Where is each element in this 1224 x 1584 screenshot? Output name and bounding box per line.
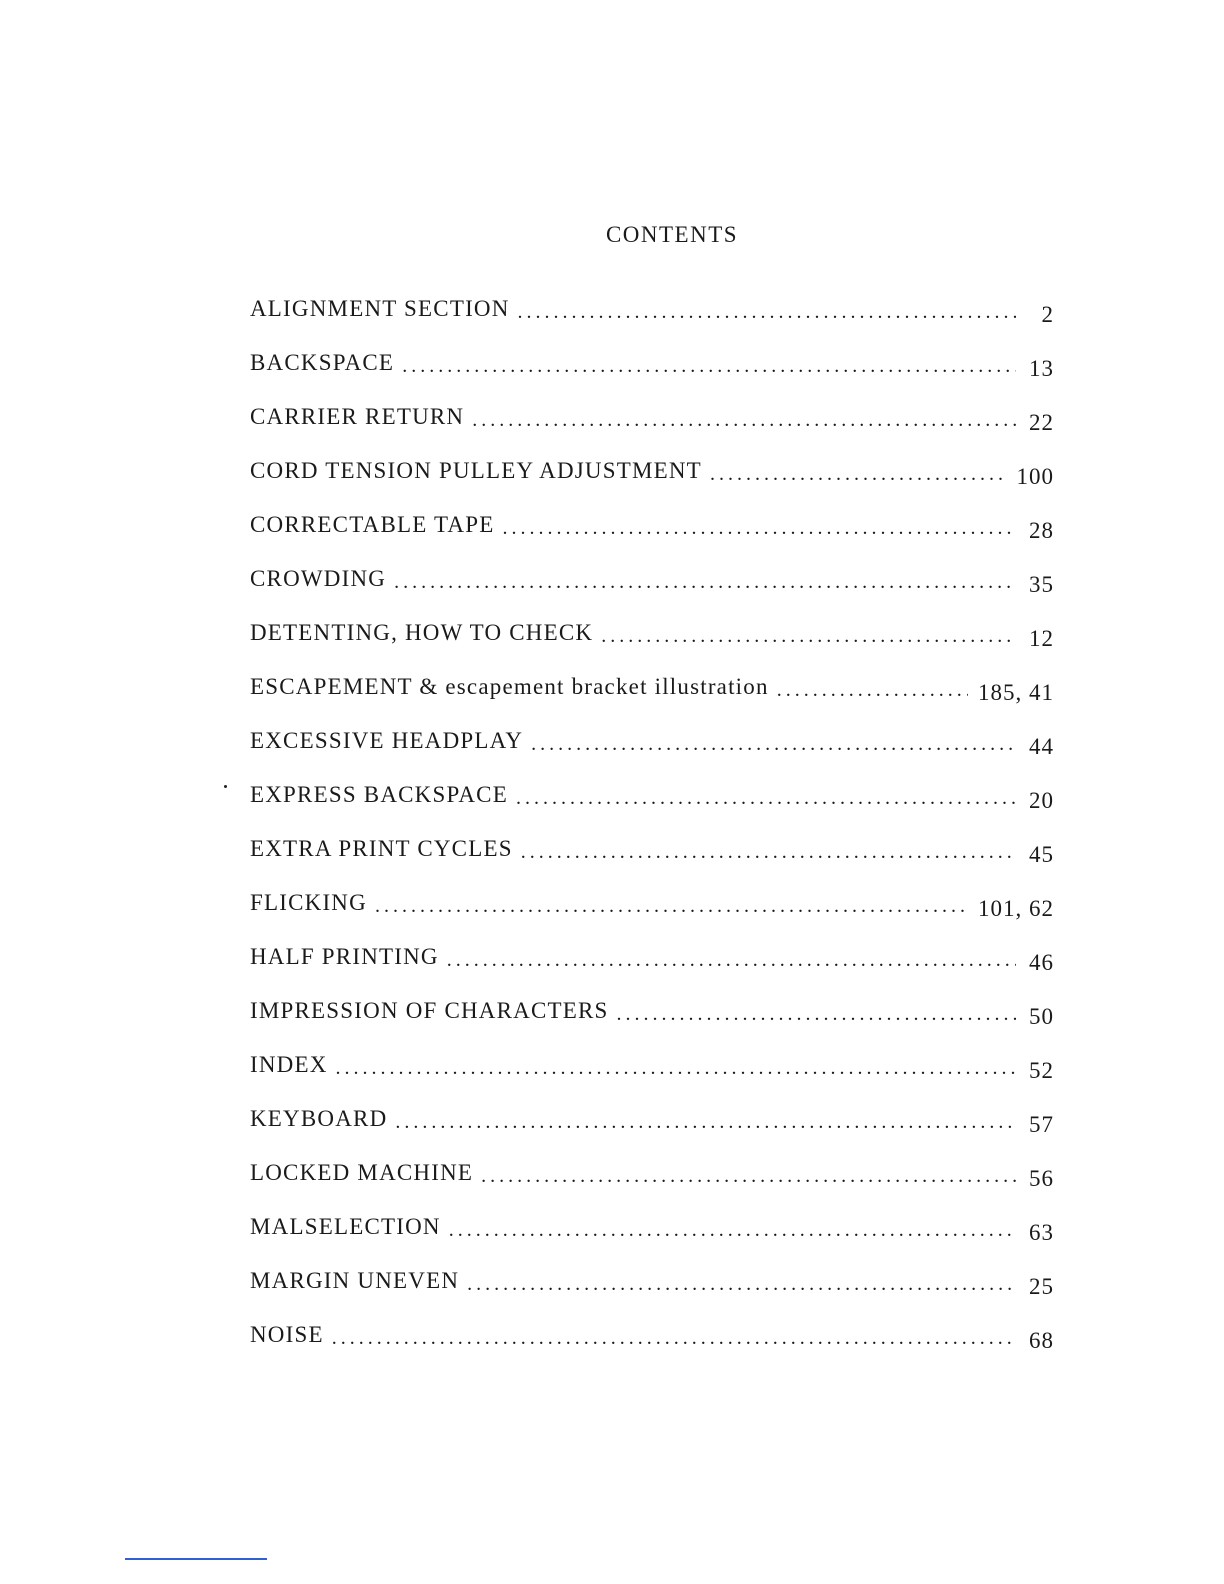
toc-entry-title: FLICKING	[250, 890, 367, 915]
toc-entry-page: 25	[1029, 1274, 1054, 1299]
dot-leader	[777, 679, 968, 702]
stray-ink-mark	[224, 785, 227, 788]
toc-entry-title: HALF PRINTING	[250, 944, 439, 969]
toc-entry-title: IMPRESSION OF CHARACTERS	[250, 998, 609, 1023]
toc-entry-page: 100	[1016, 464, 1054, 489]
toc-entry-noise	[250, 1322, 1054, 1376]
toc-entry-title: EXTRA PRINT CYCLES	[250, 836, 513, 861]
toc-entry-impression-of-characters	[250, 998, 1054, 1052]
toc-entry-page: 12	[1029, 626, 1054, 651]
toc-entry-page: 50	[1029, 1004, 1054, 1029]
dot-leader	[375, 895, 968, 918]
dot-leader	[467, 1273, 1016, 1296]
toc-entry-title: ESCAPEMENT & escapement bracket illustration	[250, 674, 769, 699]
toc-entry-keyboard	[250, 1106, 1054, 1160]
toc-entry-cord-tension-pulley-adjustment	[250, 458, 1054, 512]
dot-leader	[710, 463, 1007, 486]
toc-entry-malselection	[250, 1214, 1054, 1268]
toc-entry-title: EXCESSIVE HEADPLAY	[250, 728, 524, 753]
toc-entry-title: BACKSPACE	[250, 350, 395, 375]
toc-entry-title: NOISE	[250, 1322, 324, 1347]
toc-entry-page: 63	[1029, 1220, 1054, 1245]
dot-leader	[449, 1219, 1016, 1242]
toc-entry-page: 185, 41	[978, 680, 1054, 705]
toc-entry-page: 20	[1029, 788, 1054, 813]
toc-entry-page: 46	[1029, 950, 1054, 975]
dot-leader	[617, 1003, 1016, 1026]
toc-entry-flicking	[250, 890, 1054, 944]
toc-entry-title: EXPRESS BACKSPACE	[250, 782, 508, 807]
toc-entry-backspace	[250, 350, 1054, 404]
toc-entry-carrier-return	[250, 404, 1054, 458]
toc-entry-alignment-section	[250, 296, 1054, 350]
toc-entry-page: 52	[1029, 1058, 1054, 1083]
toc-entry-title: MALSELECTION	[250, 1214, 441, 1239]
toc-entry-page: 45	[1029, 842, 1054, 867]
table-of-contents	[250, 296, 1054, 1376]
dot-leader	[394, 571, 1016, 594]
toc-entry-page: 68	[1029, 1328, 1054, 1353]
toc-entry-locked-machine	[250, 1160, 1054, 1214]
toc-entry-page: 44	[1029, 734, 1054, 759]
dot-leader	[472, 409, 1016, 432]
toc-entry-page: 35	[1029, 572, 1054, 597]
dot-leader	[481, 1165, 1016, 1188]
toc-entry-crowding	[250, 566, 1054, 620]
dot-leader	[521, 841, 1016, 864]
toc-entry-page: 57	[1029, 1112, 1054, 1137]
toc-entry-title: ALIGNMENT SECTION	[250, 296, 510, 321]
toc-entry-page: 2	[1041, 302, 1054, 327]
toc-entry-half-printing	[250, 944, 1054, 998]
dot-leader	[518, 301, 1016, 324]
toc-entry-page: 101, 62	[978, 896, 1054, 921]
footnote-rule	[125, 1558, 267, 1560]
toc-entry-page: 28	[1029, 518, 1054, 543]
toc-entry-title: DETENTING, HOW TO CHECK	[250, 620, 594, 645]
toc-entry-title: CORD TENSION PULLEY ADJUSTMENT	[250, 458, 702, 483]
dot-leader	[395, 1111, 1016, 1134]
toc-entry-extra-print-cycles	[250, 836, 1054, 890]
toc-entry-margin-uneven	[250, 1268, 1054, 1322]
page-title: CONTENTS	[605, 222, 739, 247]
dot-leader	[601, 625, 1016, 648]
dot-leader	[332, 1327, 1016, 1350]
dot-leader	[336, 1057, 1016, 1080]
dot-leader	[447, 949, 1016, 972]
toc-entry-title: CARRIER RETURN	[250, 404, 465, 429]
toc-entry-escapement	[250, 674, 1054, 728]
toc-entry-detenting	[250, 620, 1054, 674]
toc-entry-title: INDEX	[250, 1052, 328, 1077]
dot-leader	[516, 787, 1016, 810]
toc-entry-correctable-tape	[250, 512, 1054, 566]
toc-entry-index	[250, 1052, 1054, 1106]
toc-entry-page: 13	[1029, 356, 1054, 381]
toc-entry-title: CROWDING	[250, 566, 387, 591]
toc-entry-page: 56	[1029, 1166, 1054, 1191]
toc-entry-excessive-headplay	[250, 728, 1054, 782]
toc-entry-express-backspace	[250, 782, 1054, 836]
toc-entry-title: CORRECTABLE TAPE	[250, 512, 495, 537]
toc-entry-title: LOCKED MACHINE	[250, 1160, 474, 1185]
dot-leader	[402, 355, 1016, 378]
toc-entry-page: 22	[1029, 410, 1054, 435]
toc-entry-title: KEYBOARD	[250, 1106, 388, 1131]
dot-leader	[502, 517, 1016, 540]
dot-leader	[531, 733, 1016, 756]
toc-entry-title: MARGIN UNEVEN	[250, 1268, 460, 1293]
